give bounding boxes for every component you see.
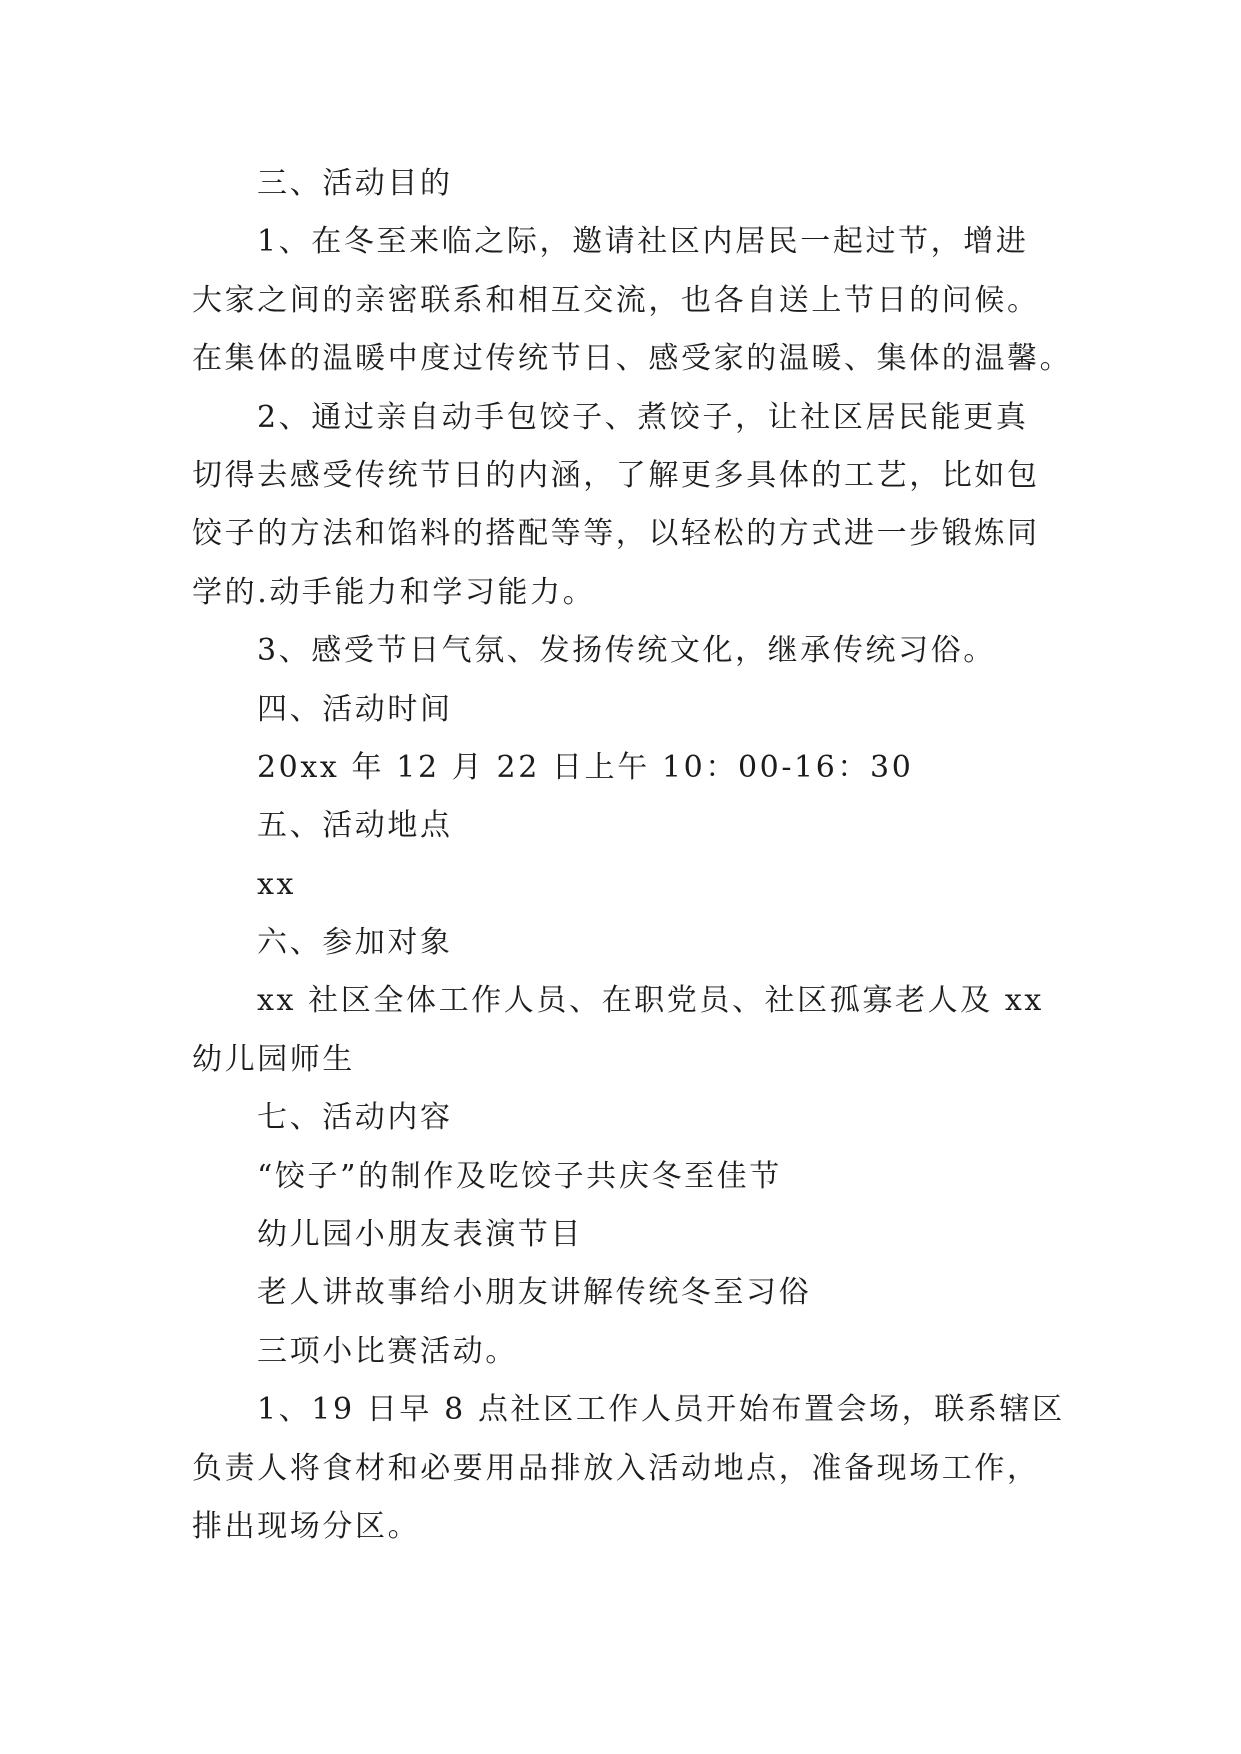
document-body	[192, 155, 1092, 1556]
participants-line-2: 幼儿园师生	[192, 1041, 355, 1077]
content-step-1-line-3: 排出现场分区。	[192, 1508, 421, 1544]
purpose-item-1-line-1: 1、在冬至来临之际，邀请社区内居民一起过节，增进	[257, 224, 1029, 260]
section-heading-purpose: 三、活动目的	[257, 166, 453, 201]
purpose-item-1-line-3: 在集体的温暖中度过传统节日、感受家的温暖、集体的温馨。	[192, 341, 1073, 377]
purpose-item-1-line-2: 大家之间的亲密联系和相互交流，也各自送上节日的问候。	[192, 282, 1040, 318]
content-step-1-line-2: 负责人将食材和必要用品排放入活动地点，准备现场工作，	[192, 1450, 1040, 1486]
purpose-item-2-line-1: 2、通过亲自动手包饺子、煮饺子，让社区居民能更真	[257, 399, 1029, 435]
content-item-4: 三项小比赛活动。	[257, 1333, 518, 1369]
purpose-item-2-line-3: 饺子的方法和馅料的搭配等等，以轻松的方式进一步锻炼同	[192, 516, 1040, 552]
purpose-item-2-line-2: 切得去感受传统节日的内涵，了解更多具体的工艺，比如包	[192, 457, 1040, 493]
section-heading-content: 七、活动内容	[257, 1100, 453, 1136]
section-heading-time: 四、活动时间	[257, 691, 453, 727]
purpose-item-3-line-1: 3、感受节日气氛、发扬传统文化，继承传统习俗。	[257, 633, 996, 669]
content-item-2: 幼儿园小朋友表演节目	[257, 1217, 583, 1253]
content-item-1: “饺子”的制作及吃饺子共庆冬至佳节	[257, 1158, 782, 1194]
section-heading-location: 五、活动地点	[257, 808, 453, 844]
content-step-1-line-1: 1、19 日早 8 点社区工作人员开始布置会场，联系辖区	[257, 1392, 1065, 1428]
content-item-3: 老人讲故事给小朋友讲解传统冬至习俗	[257, 1275, 812, 1311]
activity-location-value: xx	[257, 866, 297, 902]
activity-time-value: 20xx 年 12 月 22 日上午 10：00-16：30	[257, 749, 914, 785]
purpose-item-2-line-4: 学的.动手能力和学习能力。	[192, 574, 596, 610]
section-heading-participants: 六、参加对象	[257, 925, 453, 961]
participants-line-1: xx 社区全体工作人员、在职党员、社区孤寡老人及 xx	[257, 983, 1044, 1019]
